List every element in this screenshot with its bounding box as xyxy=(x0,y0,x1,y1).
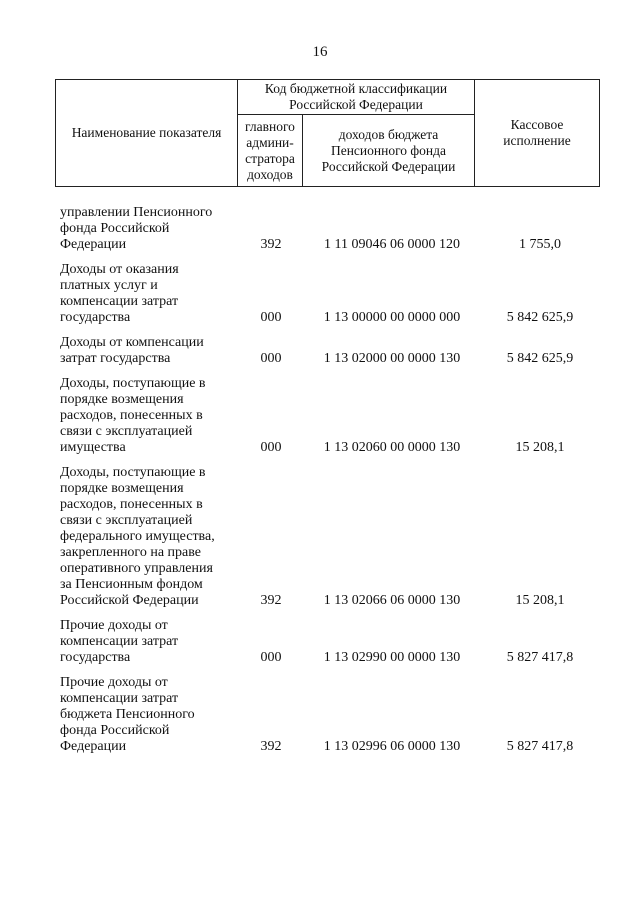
indicator-name-line: затрат государства xyxy=(60,351,171,366)
indicator-name-line: имущества xyxy=(60,440,126,455)
indicator-name xyxy=(60,262,238,326)
header-admin-line: стратора xyxy=(245,150,295,166)
indicator-name-line: Прочие доходы от xyxy=(60,675,168,690)
table-row xyxy=(60,618,600,666)
table-row xyxy=(60,262,600,326)
administrator-code: 000 xyxy=(260,650,282,665)
indicator-name-line: Федерации xyxy=(60,237,127,252)
indicator-name xyxy=(60,465,238,609)
cash-execution-value: 15 208,1 xyxy=(515,440,565,455)
table-body xyxy=(60,205,600,764)
indicator-name-line: за Пенсионным фондом xyxy=(60,577,203,592)
indicator-name-line: Доходы от оказания xyxy=(60,262,179,277)
indicator-name-line: государства xyxy=(60,310,131,325)
page-number: 16 xyxy=(312,44,328,60)
indicator-name-line: расходов, понесенных в xyxy=(60,408,203,423)
administrator-code: 000 xyxy=(260,351,282,366)
indicator-name-line: Российской Федерации xyxy=(60,593,199,608)
header-revenue-line: Пенсионного фонда xyxy=(330,142,447,158)
indicator-name-line: порядке возмещения xyxy=(60,481,184,496)
header-cash-line: Кассовое xyxy=(510,117,564,132)
cash-execution-value: 5 842 625,9 xyxy=(506,310,574,325)
indicator-name xyxy=(60,205,238,253)
indicator-name xyxy=(60,376,238,456)
header-indicator-name: Наименование показателя xyxy=(56,80,238,187)
indicator-name-line: закрепленного на праве xyxy=(60,545,201,560)
indicator-name xyxy=(60,618,238,666)
revenue-code: 1 13 02996 06 0000 130 xyxy=(323,739,461,754)
indicator-name-line: компенсации затрат xyxy=(60,634,179,649)
header-revenue-line: Российской Федерации xyxy=(321,158,456,174)
header-pension-fund-revenue xyxy=(303,115,475,187)
indicator-name-line: управлении Пенсионного xyxy=(60,205,213,220)
administrator-code: 392 xyxy=(260,739,282,754)
indicator-name-line: Федерации xyxy=(60,739,127,754)
administrator-code: 392 xyxy=(260,593,282,608)
administrator-code: 392 xyxy=(260,237,282,252)
administrator-code: 000 xyxy=(260,310,282,325)
indicator-name-line: связи с эксплуатацией xyxy=(60,513,193,528)
indicator-name xyxy=(60,335,238,367)
header-chief-administrator xyxy=(238,115,303,187)
indicator-name-line: Доходы, поступающие в xyxy=(60,465,206,480)
revenue-code: 1 13 02990 00 0000 130 xyxy=(323,650,461,665)
indicator-name-line: Доходы от компенсации xyxy=(60,335,204,350)
revenue-code: 1 13 02066 06 0000 130 xyxy=(323,593,461,608)
revenue-code: 1 11 09046 06 0000 120 xyxy=(324,237,460,252)
header-revenue-line: доходов бюджета xyxy=(338,126,439,142)
cash-execution-value: 5 827 417,8 xyxy=(506,739,574,754)
indicator-name-line: Доходы, поступающие в xyxy=(60,376,206,391)
indicator-name-line: компенсации затрат xyxy=(60,691,179,706)
indicator-name-line: Прочие доходы от xyxy=(60,618,168,633)
cash-execution-value: 1 755,0 xyxy=(519,237,561,252)
indicator-name-line: порядке возмещения xyxy=(60,392,184,407)
administrator-code: 000 xyxy=(260,440,282,455)
revenue-code: 1 13 00000 00 0000 000 xyxy=(323,310,461,325)
table-row xyxy=(60,465,600,609)
cash-execution-value: 5 827 417,8 xyxy=(506,650,574,665)
header-budget-code-line1: Код бюджетной классификации xyxy=(264,81,448,96)
indicator-name xyxy=(60,675,238,755)
indicator-name-line: государства xyxy=(60,650,131,665)
header-admin-line: админи- xyxy=(246,134,294,150)
indicator-name-line: фонда Российской xyxy=(60,723,170,738)
header-budget-code-group xyxy=(238,80,475,115)
header-cash-execution xyxy=(475,80,600,187)
indicator-name-line: фонда Российской xyxy=(60,221,170,236)
header-admin-line: главного xyxy=(245,118,295,134)
indicator-name-line: расходов, понесенных в xyxy=(60,497,203,512)
revenue-code: 1 13 02060 00 0000 130 xyxy=(323,440,461,455)
table-row xyxy=(60,205,600,253)
indicator-name-line: связи с эксплуатацией xyxy=(60,424,193,439)
indicator-name-line: компенсации затрат xyxy=(60,294,179,309)
table-row xyxy=(60,335,600,367)
indicator-name-line: федерального имущества, xyxy=(60,529,215,544)
indicator-name-line: платных услуг и xyxy=(60,278,158,293)
table-header xyxy=(55,79,600,187)
table-row xyxy=(60,376,600,456)
indicator-name-line: бюджета Пенсионного xyxy=(60,707,195,722)
cash-execution-value: 5 842 625,9 xyxy=(506,351,574,366)
header-admin-line: доходов xyxy=(247,166,293,182)
header-budget-code-line2: Российской Федерации xyxy=(289,97,423,112)
table-row xyxy=(60,675,600,755)
indicator-name-line: оперативного управления xyxy=(60,561,213,576)
cash-execution-value: 15 208,1 xyxy=(515,593,565,608)
header-cash-line: исполнение xyxy=(503,133,571,148)
revenue-code: 1 13 02000 00 0000 130 xyxy=(323,351,461,366)
